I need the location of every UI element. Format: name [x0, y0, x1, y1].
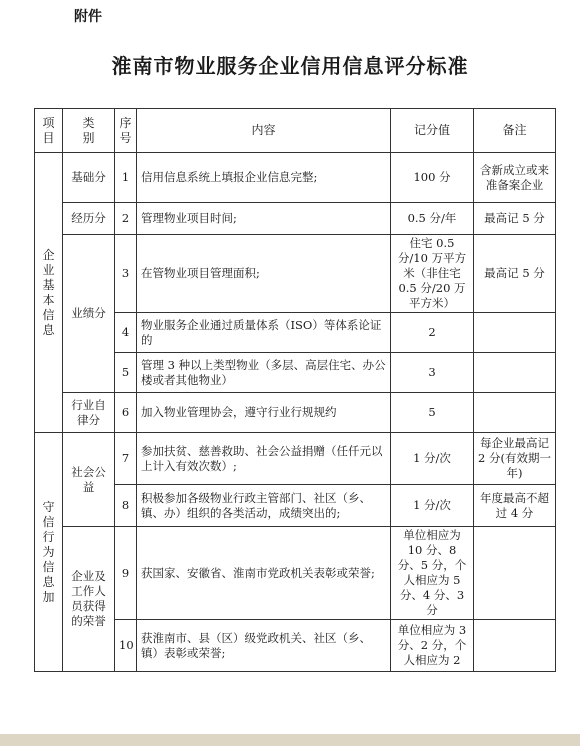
- header-item: 项 目: [35, 109, 63, 153]
- content-cell: 信用信息系统上填报企业信息完整;: [137, 153, 391, 203]
- category-cell: 基础分: [63, 153, 115, 203]
- content-cell: 获淮南市、县（区）级党政机关、社区（乡、镇）表彰或荣誉;: [137, 620, 391, 672]
- seq-cell: 10: [115, 620, 137, 672]
- note-cell: 含新成立或来准备案企业: [474, 153, 556, 203]
- header-category: 类 别: [63, 109, 115, 153]
- content-cell: 积极参加各级物业行政主管部门、社区（乡、镇、办）组织的各类活动，成绩突出的;: [137, 485, 391, 527]
- content-cell: 管理 3 种以上类型物业（多层、高层住宅、办公楼或者其他物业）: [137, 353, 391, 393]
- score-cell: 2: [391, 313, 474, 353]
- seq-cell: 8: [115, 485, 137, 527]
- score-cell: 1 分/次: [391, 433, 474, 485]
- score-cell: 单位相应为 3 分、2 分，个人相应为 2: [391, 620, 474, 672]
- note-cell: [474, 313, 556, 353]
- note-cell: 年度最高不超过 4 分: [474, 485, 556, 527]
- content-cell: 加入物业管理协会，遵守行业行规规约: [137, 393, 391, 433]
- header-score: 记分值: [391, 109, 474, 153]
- score-cell: 5: [391, 393, 474, 433]
- seq-cell: 9: [115, 527, 137, 620]
- note-cell: 每企业最高记 2 分(有效期一年): [474, 433, 556, 485]
- seq-cell: 1: [115, 153, 137, 203]
- scoring-table: [34, 108, 556, 672]
- table-row: [35, 527, 556, 620]
- content-cell: 获国家、安徽省、淮南市党政机关表彰或荣誉;: [137, 527, 391, 620]
- content-cell: 在管物业项目管理面积;: [137, 235, 391, 313]
- seq-cell: 4: [115, 313, 137, 353]
- score-cell: 住宅 0.5 分/10 万平方米（非住宅 0.5 分/20 万平方米）: [391, 235, 474, 313]
- page-title: 淮南市物业服务企业信用信息评分标准: [111, 54, 469, 78]
- table-header-row: [35, 109, 556, 153]
- score-cell: 0.5 分/年: [391, 203, 474, 235]
- note-cell: [474, 620, 556, 672]
- seq-cell: 7: [115, 433, 137, 485]
- header-content: 内容: [137, 109, 391, 153]
- section-label-basic-info: 企 业 基 本 信 息: [35, 153, 63, 433]
- category-cell: 社会公益: [63, 433, 115, 527]
- score-cell: 1 分/次: [391, 485, 474, 527]
- table-row: [35, 235, 556, 313]
- header-seq: 序 号: [115, 109, 137, 153]
- table-row: [35, 203, 556, 235]
- note-cell: 最高记 5 分: [474, 235, 556, 313]
- category-cell: 行业自律分: [63, 393, 115, 433]
- content-cell: 管理物业项目时间;: [137, 203, 391, 235]
- category-cell: 企业及工作人员获得的荣誉: [63, 527, 115, 672]
- section-label-credit-plus: 守 信 行 为 信 息 加: [35, 433, 63, 672]
- table-row: [35, 433, 556, 485]
- seq-cell: 3: [115, 235, 137, 313]
- note-cell: [474, 393, 556, 433]
- category-cell: 经历分: [63, 203, 115, 235]
- attachment-label: 附件: [74, 9, 102, 25]
- note-cell: [474, 527, 556, 620]
- seq-cell: 6: [115, 393, 137, 433]
- note-cell: [474, 353, 556, 393]
- page-bottom-edge: [0, 734, 580, 746]
- seq-cell: 2: [115, 203, 137, 235]
- note-cell: 最高记 5 分: [474, 203, 556, 235]
- content-cell: 参加扶贫、慈善救助、社会公益捐赠（任仟元以上计入有效次数）;: [137, 433, 391, 485]
- score-cell: 100 分: [391, 153, 474, 203]
- content-cell: 物业服务企业通过质量体系（ISO）等体系论证的: [137, 313, 391, 353]
- table-row: [35, 153, 556, 203]
- score-cell: 3: [391, 353, 474, 393]
- table-row: [35, 393, 556, 433]
- seq-cell: 5: [115, 353, 137, 393]
- score-cell: 单位相应为 10 分、8 分、5 分，个人相应为 5 分、4 分、3 分: [391, 527, 474, 620]
- header-note: 备注: [474, 109, 556, 153]
- category-cell: 业绩分: [63, 235, 115, 393]
